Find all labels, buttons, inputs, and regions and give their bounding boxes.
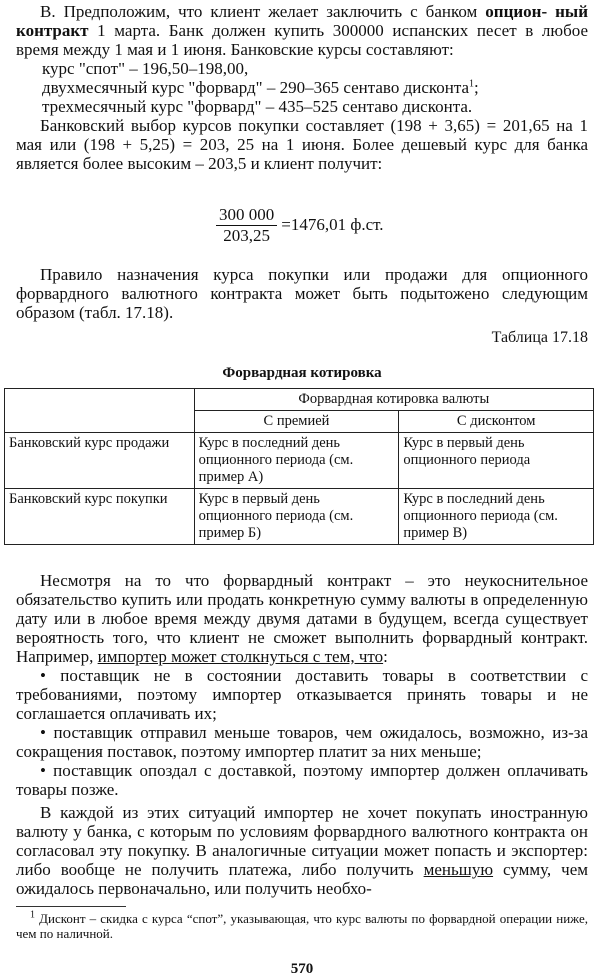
paragraph-option-contract xyxy=(16,2,588,59)
footnote xyxy=(16,911,588,941)
table-header-group: Форвардная котировка валюты xyxy=(194,389,593,411)
footnote-text: Дисконт – скидка с курса “спот”, указывающая, что курс валюты по форвардной операции ниже, чем по наличной. xyxy=(16,911,588,941)
rate-two-month-text: двухмесячный курс "форвард" – 290–365 сентаво дисконта xyxy=(42,78,470,97)
para4-text: Несмотря на то что форвардный контракт – это неукоснительное обязательство купить или продать конкретную сумму валюты в определенную дату или в любое время между двумя датами в будущем, всегда существует вероятность того, что клиент не сможет выполнить форвардный контракт. Например, xyxy=(16,571,588,666)
rate-spot: курс "спот" – 196,50–198,00, xyxy=(42,59,249,78)
table-cell-premium: Курс в первый день опционного периода (см. пример Б) xyxy=(194,489,399,545)
formula-fraction xyxy=(216,205,277,246)
para1-start: В. Предположим, что клиент желает заключить с банком xyxy=(40,2,486,21)
para4-underlined: импортер может столкнуться с тем, что xyxy=(97,647,384,666)
formula-numerator: 300 000 xyxy=(216,205,277,226)
table-row-label: Банковский курс покупки xyxy=(5,489,195,545)
table-cell-discount: Курс в первый день опционного периода xyxy=(399,433,594,489)
table-label: Таблица 17.18 xyxy=(491,329,588,346)
para5-underlined: меньшую xyxy=(423,860,494,879)
para1-rest: 1 марта. Банк должен купить 300000 испанских песет в любое время между 1 мая и 1 июня. Банковские курсы составляют: xyxy=(16,21,588,59)
table-title: Форвардная котировка xyxy=(222,365,382,381)
footnote-mark: 1 xyxy=(30,909,35,921)
table-header-row-1 xyxy=(5,389,594,411)
para4-end: : xyxy=(383,647,388,666)
formula-result: =1476,01 ф.ст. xyxy=(281,215,384,234)
table-cell-discount: Курс в последний день опционного периода (см. пример В) xyxy=(399,489,594,545)
paragraph-rule: Правило назначения курса покупки или продажи для опционного форвардного валютного контракта может быть подытожено следующим образом (табл. 17.18). xyxy=(16,265,588,322)
list-item: • поставщик не в состоянии доставить товары в соответствии с требованиями, поэтому импортер отказывается принять товары и не соглашается оплачивать их; xyxy=(16,666,588,723)
rate-two-month-end: ; xyxy=(474,78,479,97)
formula-denominator: 203,25 xyxy=(223,225,270,245)
document-page xyxy=(9,0,589,978)
paragraph-situations xyxy=(16,803,588,898)
rate-three-month: трехмесячный курс "форвард" – 435–525 сентаво дисконта. xyxy=(42,97,473,116)
footnote-divider xyxy=(16,906,126,907)
paragraph-bank-choice: Банковский выбор курсов покупки составляет (198 + 3,65) = 201,65 на 1 мая или (198 + 5,25) = 203, 25 на 1 июня. Более дешевый курс для банка является более высоким – 203,5 и клиент получит: xyxy=(16,116,588,173)
table-header-discount: С дисконтом xyxy=(399,411,594,433)
para5-end: сумму, чем ожидалось первоначально, или получить необхо- xyxy=(16,860,589,898)
page-number: 570 xyxy=(290,961,314,977)
footnote-reference: 1 xyxy=(469,78,475,90)
table-header-premium: С премией xyxy=(194,411,399,433)
forward-quote-table xyxy=(4,388,594,545)
paragraph-forward-obligation xyxy=(16,571,588,666)
rate-two-month xyxy=(16,78,588,97)
formula xyxy=(216,199,588,251)
table-header-empty xyxy=(5,389,195,433)
table-row-label: Банковский курс продажи xyxy=(5,433,195,489)
table-row xyxy=(5,489,594,545)
table-cell-premium: Курс в последний день опционного периода (см. пример А) xyxy=(194,433,399,489)
list-item: • поставщик опоздал с доставкой, поэтому импортер должен оплачивать товары позже. xyxy=(16,761,588,799)
para1-bold-term-1: опцион- xyxy=(485,2,548,21)
para1-bold-term-2: ный контракт xyxy=(16,2,588,40)
para5-text: В каждой из этих ситуаций импортер не хочет покупать иностранную валюту у банка, с которым по условиям форвардного валютного контракта он согласовал эту покупку. В аналогичные ситуации может попасть и экспортер: либо вообще не получить платежа, либо получить xyxy=(16,803,588,879)
table-row xyxy=(5,433,594,489)
list-item: • поставщик отправил меньше товаров, чем ожидалось, возможно, из-за сокращения поставок, поэтому импортер платит за них меньше; xyxy=(16,723,588,761)
